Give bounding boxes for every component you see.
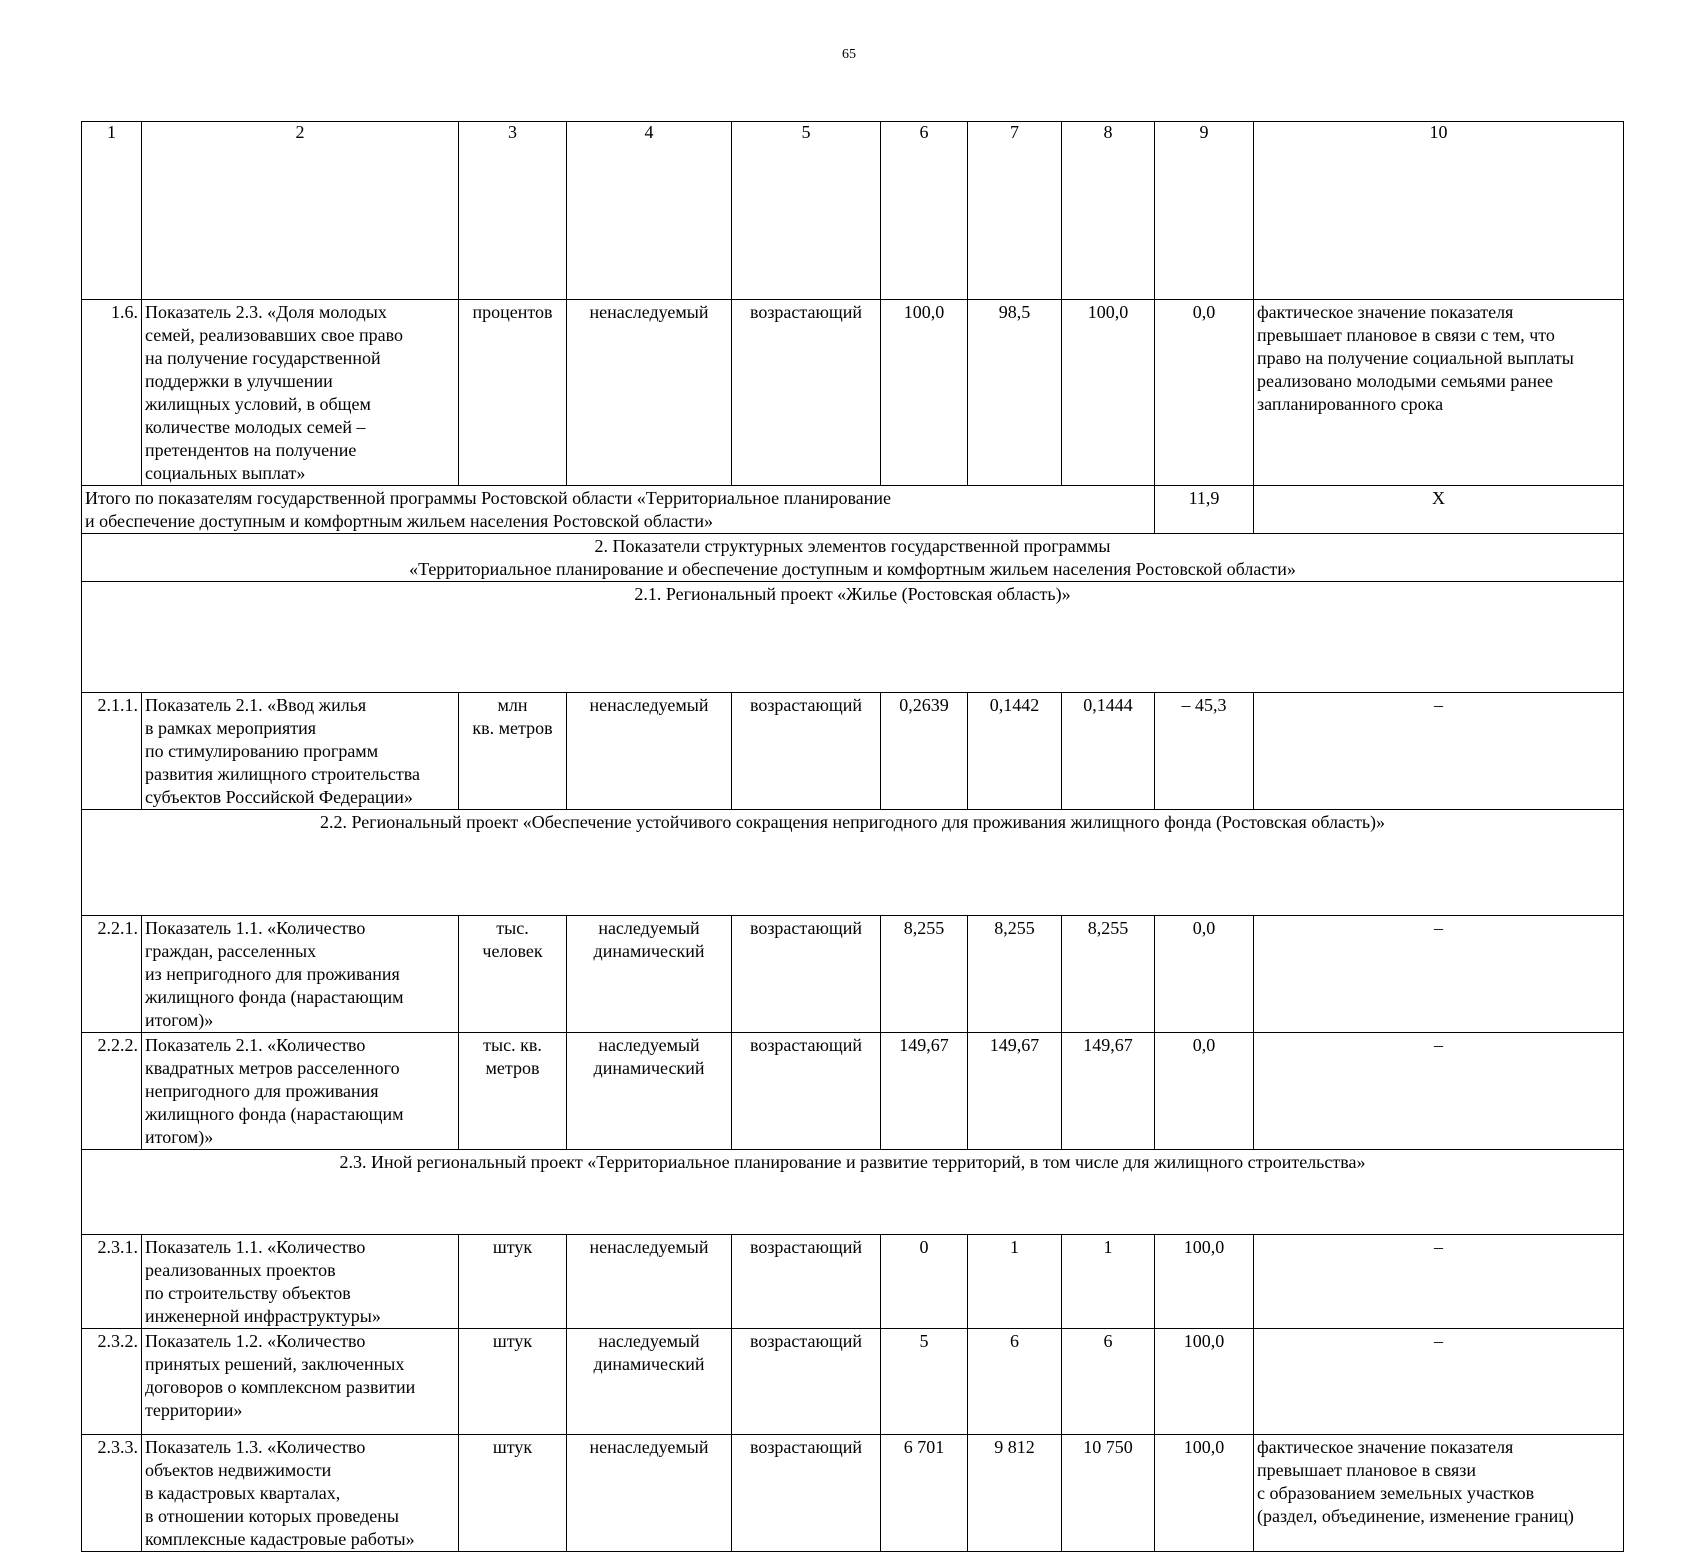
- value-col-7: 1: [968, 1235, 1062, 1329]
- section-row: [82, 534, 1624, 582]
- indicator-number: 2.2.1.: [82, 916, 142, 1033]
- value-col-8: 100,0: [1062, 300, 1155, 486]
- indicator-name: Показатель 1.1. «Количество реализованных проектов по строительству объектов инженерной инфраструктуры»: [142, 1235, 459, 1329]
- indicator-unit: тыс. кв. метров: [459, 1033, 567, 1150]
- indicator-row: [82, 1329, 1624, 1435]
- column-number: 6: [881, 122, 968, 300]
- total-row: [82, 486, 1624, 534]
- section-row: [82, 810, 1624, 916]
- total-value-col-10: X: [1254, 486, 1624, 534]
- indicator-number: 2.3.1.: [82, 1235, 142, 1329]
- indicator-comment: –: [1254, 1329, 1624, 1435]
- indicator-unit: штук: [459, 1435, 567, 1552]
- indicator-row: [82, 1235, 1624, 1329]
- indicator-type: наследуемый динамический: [567, 1329, 732, 1435]
- section-title: 2. Показатели структурных элементов государственной программы «Территориальное планирование и обеспечение доступным и комфортным жильем населения Ростовской области»: [82, 534, 1624, 582]
- value-col-9: 100,0: [1155, 1235, 1254, 1329]
- indicator-comment: –: [1254, 916, 1624, 1033]
- value-col-9: 0,0: [1155, 916, 1254, 1033]
- value-col-8: 8,255: [1062, 916, 1155, 1033]
- value-col-6: 6 701: [881, 1435, 968, 1552]
- section-title: 2.2. Региональный проект «Обеспечение устойчивого сокращения непригодного для проживания жилищного фонда (Ростовская область)»: [82, 810, 1624, 916]
- value-col-8: 1: [1062, 1235, 1155, 1329]
- indicator-direction: возрастающий: [732, 1329, 881, 1435]
- indicator-unit: млн кв. метров: [459, 693, 567, 810]
- value-col-8: 0,1444: [1062, 693, 1155, 810]
- column-number: 4: [567, 122, 732, 300]
- value-col-9: 100,0: [1155, 1435, 1254, 1552]
- column-number-row: [82, 122, 1624, 300]
- indicator-comment: –: [1254, 1235, 1624, 1329]
- value-col-6: 5: [881, 1329, 968, 1435]
- section-row: [82, 1150, 1624, 1235]
- indicator-unit: штук: [459, 1235, 567, 1329]
- column-number: 2: [142, 122, 459, 300]
- indicator-direction: возрастающий: [732, 300, 881, 486]
- section-title: 2.1. Региональный проект «Жилье (Ростовская область)»: [82, 582, 1624, 693]
- value-col-9: 0,0: [1155, 1033, 1254, 1150]
- section-row: [82, 582, 1624, 693]
- indicator-type: наследуемый динамический: [567, 916, 732, 1033]
- indicator-direction: возрастающий: [732, 1435, 881, 1552]
- total-label: Итого по показателям государственной программы Ростовской области «Территориальное планирование и обеспечение доступным и комфортным жильем населения Ростовской области»: [82, 486, 1155, 534]
- indicator-unit: процентов: [459, 300, 567, 486]
- page-number: 65: [842, 47, 856, 62]
- indicator-row: [82, 300, 1624, 486]
- value-col-6: 149,67: [881, 1033, 968, 1150]
- indicator-direction: возрастающий: [732, 1033, 881, 1150]
- indicator-row: [82, 1033, 1624, 1150]
- value-col-7: 8,255: [968, 916, 1062, 1033]
- indicator-number: 2.1.1.: [82, 693, 142, 810]
- indicator-unit: штук: [459, 1329, 567, 1435]
- indicator-comment: фактическое значение показателя превышает плановое в связи с образованием земельных участков (раздел, объединение, изменение границ): [1254, 1435, 1624, 1552]
- value-col-7: 98,5: [968, 300, 1062, 486]
- column-number: 7: [968, 122, 1062, 300]
- indicator-row: [82, 916, 1624, 1033]
- indicator-direction: возрастающий: [732, 1235, 881, 1329]
- value-col-8: 149,67: [1062, 1033, 1155, 1150]
- indicator-number: 2.3.2.: [82, 1329, 142, 1435]
- indicator-unit: тыс. человек: [459, 916, 567, 1033]
- value-col-8: 6: [1062, 1329, 1155, 1435]
- indicator-row: [82, 1435, 1624, 1552]
- indicator-type: ненаследуемый: [567, 693, 732, 810]
- indicator-name: Показатель 1.1. «Количество граждан, расселенных из непригодного для проживания жилищного фонда (нарастающим итогом)»: [142, 916, 459, 1033]
- indicator-name: Показатель 2.1. «Количество квадратных метров расселенного непригодного для проживания жилищного фонда (нарастающим итогом)»: [142, 1033, 459, 1150]
- indicator-type: ненаследуемый: [567, 300, 732, 486]
- value-col-7: 0,1442: [968, 693, 1062, 810]
- indicator-name: Показатель 2.1. «Ввод жилья в рамках мероприятия по стимулированию программ развития жилищного строительства субъектов Российской Федерации»: [142, 693, 459, 810]
- column-number: 3: [459, 122, 567, 300]
- value-col-7: 149,67: [968, 1033, 1062, 1150]
- column-number: 8: [1062, 122, 1155, 300]
- indicator-row: [82, 693, 1624, 810]
- indicator-type: ненаследуемый: [567, 1435, 732, 1552]
- indicator-number: 2.2.2.: [82, 1033, 142, 1150]
- total-value-col-9: 11,9: [1155, 486, 1254, 534]
- value-col-9: 0,0: [1155, 300, 1254, 486]
- indicator-direction: возрастающий: [732, 916, 881, 1033]
- value-col-6: 0,2639: [881, 693, 968, 810]
- indicator-comment: –: [1254, 1033, 1624, 1150]
- value-col-6: 0: [881, 1235, 968, 1329]
- value-col-6: 8,255: [881, 916, 968, 1033]
- value-col-9: 100,0: [1155, 1329, 1254, 1435]
- indicator-type: ненаследуемый: [567, 1235, 732, 1329]
- indicator-number: 1.6.: [82, 300, 142, 486]
- value-col-6: 100,0: [881, 300, 968, 486]
- value-col-9: – 45,3: [1155, 693, 1254, 810]
- section-title: 2.3. Иной региональный проект «Территориальное планирование и развитие территорий, в том числе для жилищного строительства»: [82, 1150, 1624, 1235]
- indicator-comment: –: [1254, 693, 1624, 810]
- indicator-name: Показатель 2.3. «Доля молодых семей, реализовавших свое право на получение государственной поддержки в улучшении жилищных условий, в общем количестве молодых семей – претендентов на получение социальных выплат»: [142, 300, 459, 486]
- value-col-7: 9 812: [968, 1435, 1062, 1552]
- indicator-direction: возрастающий: [732, 693, 881, 810]
- indicator-type: наследуемый динамический: [567, 1033, 732, 1150]
- column-number: 5: [732, 122, 881, 300]
- indicators-table: [81, 121, 1624, 1552]
- column-number: 1: [82, 122, 142, 300]
- column-number: 10: [1254, 122, 1624, 300]
- indicator-name: Показатель 1.3. «Количество объектов недвижимости в кадастровых кварталах, в отношении которых проведены комплексные кадастровые работы»: [142, 1435, 459, 1552]
- indicator-name: Показатель 1.2. «Количество принятых решений, заключенных договоров о комплексном развитии территории»: [142, 1329, 459, 1435]
- column-number: 9: [1155, 122, 1254, 300]
- indicator-number: 2.3.3.: [82, 1435, 142, 1552]
- value-col-8: 10 750: [1062, 1435, 1155, 1552]
- value-col-7: 6: [968, 1329, 1062, 1435]
- indicator-comment: фактическое значение показателя превышает плановое в связи с тем, что право на получение социальной выплаты реализовано молодыми семьями ранее запланированного срока: [1254, 300, 1624, 486]
